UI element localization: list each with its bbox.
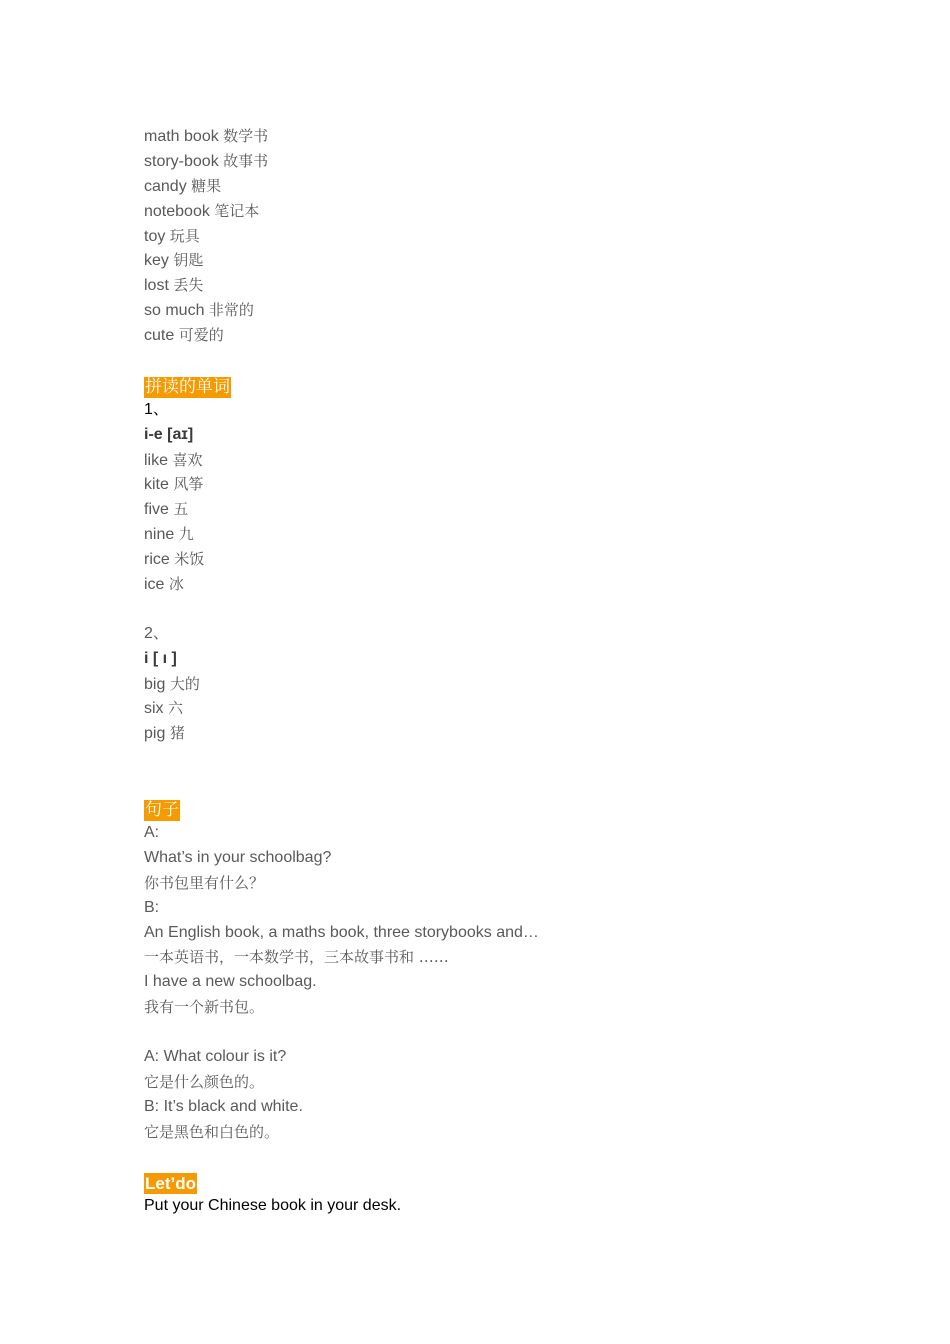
sentence-zh: 你书包里有什么？: [144, 873, 265, 892]
group2-sound: i [ ı ]: [144, 649, 177, 667]
sentence-zh: 它是什么颜色的。: [144, 1072, 265, 1091]
phonics-word: kite 风筝: [144, 475, 204, 494]
phonics-word: ice 冰: [144, 575, 184, 594]
vocab-item: math book 数学书: [144, 127, 269, 145]
speaker-a-label: A:: [144, 823, 160, 841]
group1-number: 1、: [144, 400, 169, 418]
letsdo-heading-row: [144, 1169, 844, 1194]
letsdo-heading: Let’do: [145, 1174, 196, 1194]
document-body: [144, 124, 844, 1219]
vocab-item: so much 非常的: [144, 301, 254, 320]
sentence-zh: 一本英语书，一本数学书，三本故事书和 ……: [144, 948, 449, 967]
phonics-word: big 大的: [144, 674, 200, 693]
sentence-en: I have a new schoolbag.: [144, 973, 317, 991]
vocab-item: toy 玩具: [144, 226, 200, 245]
phonics-word: five 五: [144, 500, 189, 519]
phonics-heading: 拼读的单词: [145, 376, 230, 397]
vocab-item: notebook 笔记本: [144, 201, 260, 220]
sentence-zh: 它是黑色和白色的。: [144, 1122, 280, 1141]
group1-sound: i-e [aɪ]: [144, 425, 194, 443]
phonics-word: nine 九: [144, 525, 194, 544]
phonics-word: rice 米饭: [144, 550, 205, 569]
group2-number: 2、: [144, 624, 169, 642]
vocab-item: candy 糖果: [144, 176, 222, 195]
sentences-heading-row: [144, 796, 844, 821]
sentence-en: A: What colour is it?: [144, 1047, 287, 1065]
sentence-zh: 我有一个新书包。: [144, 998, 265, 1017]
speaker-b-label: B:: [144, 898, 160, 916]
phonics-word: like 喜欢: [144, 450, 203, 469]
sentences-heading: 句子: [145, 799, 179, 820]
letsdo-text: Put your Chinese book in your desk.: [144, 1197, 402, 1215]
phonics-heading-row: [144, 373, 844, 398]
vocab-item: cute 可爱的: [144, 326, 224, 345]
vocab-list: [144, 124, 844, 348]
vocab-item: lost 丢失: [144, 276, 204, 295]
sentence-en: What’s in your schoolbag?: [144, 848, 332, 866]
sentence-en: B: It’s black and white.: [144, 1097, 303, 1115]
sentence-en: An English book, a maths book, three storybooks and…: [144, 923, 539, 941]
phonics-word: six 六: [144, 699, 184, 718]
vocab-item: story-book 故事书: [144, 151, 269, 170]
phonics-word: pig 猪: [144, 724, 185, 743]
vocab-item: key 钥匙: [144, 251, 204, 270]
